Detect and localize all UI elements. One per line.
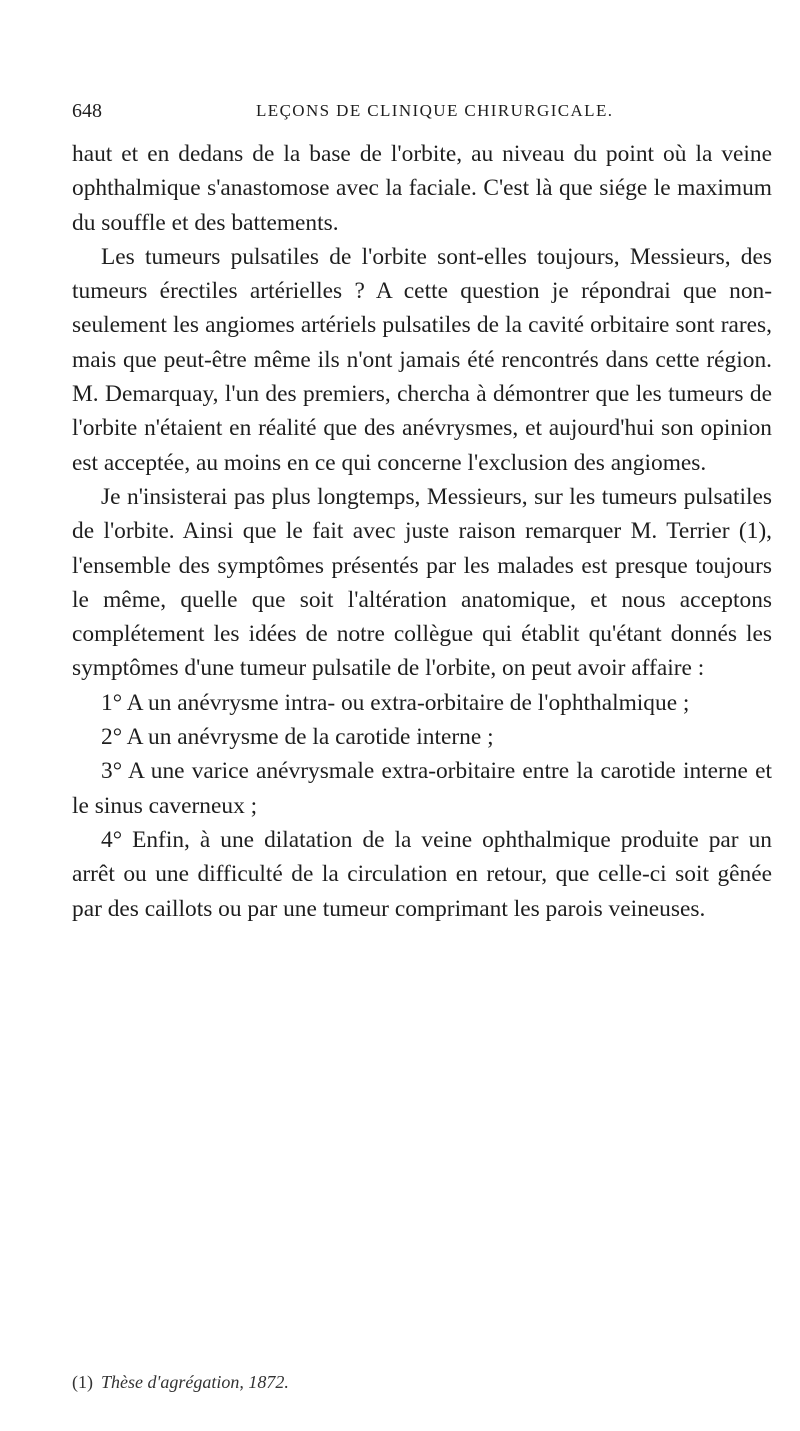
list-item: 3° A une varice anévrysmale extra-orbitaire entre la carotide interne et le sinus caverneux ; — [72, 758, 772, 819]
running-head — [72, 100, 772, 130]
paragraph: Je n'insisterai pas plus longtemps, Messieurs, sur les tumeurs pulsatiles de l'orbite. Ainsi que le fait avec juste raison remarquer M. Terrier (1), l'ensemble des symptômes présentés par les malades est presque toujours le même, quelle que soit l'altération anatomique, et nous acceptons complétement les idées de notre collègue qui établit qu'étant donnés les symptômes d'une tumeur pulsatile de l'orbite, on peut avoir affaire : — [72, 483, 772, 682]
body-text — [72, 137, 772, 926]
footnote — [72, 1372, 772, 1393]
list-item: 1° A un anévrysme intra- ou extra-orbitaire de l'ophthalmique ; — [101, 689, 690, 716]
running-title: LEÇONS DE CLINIQUE CHIRURGICALE. — [256, 101, 614, 120]
footnote-marker: (1) — [72, 1372, 93, 1392]
footnote-text: Thèse d'agrégation, 1872. — [101, 1372, 289, 1392]
page-number: 648 — [72, 100, 102, 122]
list-item: 4° Enfin, à une dilatation de la veine ophthalmique produite par un arrêt ou une difficulté de la circulation en retour, que celle-ci soit gênée par des caillots ou par une tumeur comprimant les parois veineuses. — [72, 826, 772, 922]
paragraph: Les tumeurs pulsatiles de l'orbite sont-elles toujours, Messieurs, des tumeurs érectiles artérielles ? A cette question je répondrai que non-seulement les angiomes artériels pulsatiles de la cavité orbitaire sont rares, mais que peut-être même ils n'ont jamais été rencontrés dans cette région. M. Demarquay, l'un des premiers, chercha à démontrer que les tumeurs de l'orbite n'étaient en réalité que des anévrysmes, et aujourd'hui son opinion est acceptée, au moins en ce qui concerne l'exclusion des angiomes. — [72, 243, 772, 476]
paragraph: haut et en dedans de la base de l'orbite, au niveau du point où la veine ophthalmique s'anastomose avec la faciale. C'est là que siége le maximum du souffle et des battements. — [72, 141, 772, 236]
list-item: 2° A un anévrysme de la carotide interne ; — [101, 724, 494, 751]
